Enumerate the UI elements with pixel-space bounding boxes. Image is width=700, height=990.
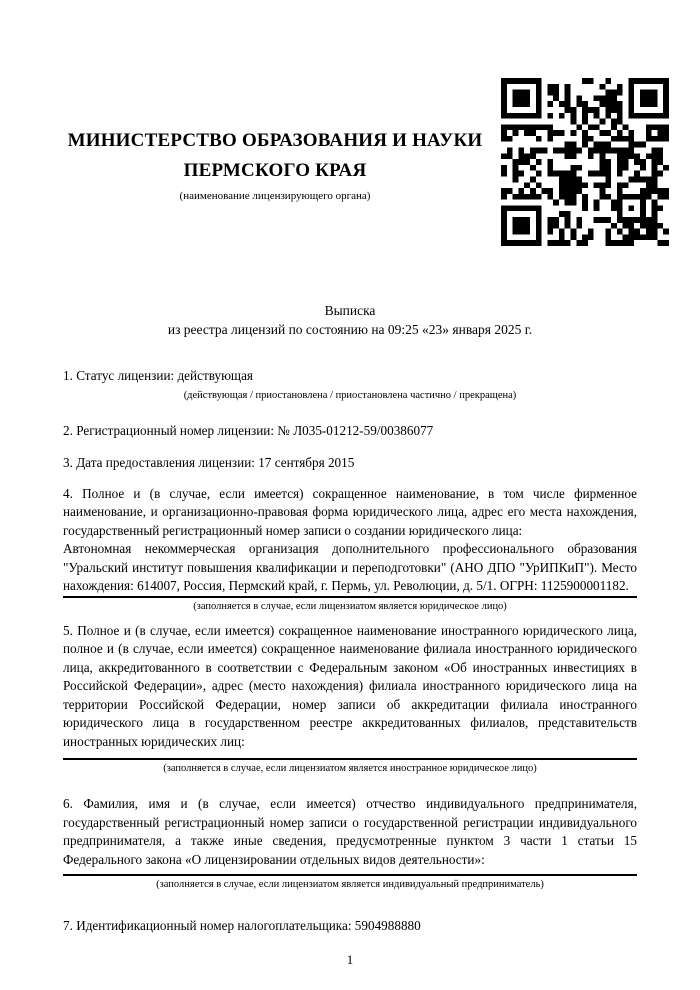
ministry-name-line2: ПЕРМСКОГО КРАЯ bbox=[183, 160, 367, 181]
entrepreneur-caption: (заполняется в случае, если лицензиатом является индивидуальный предприниматель) bbox=[156, 879, 544, 890]
foreign-entity-heading: 5. Полное и (в случае, если имеется) сокращенное наименование иностранного юридического лица, полное и (в случае, если имеется) сокращенное наименование филиала иностранного юридического лица, аккредитованного в соответствии с Федеральным законом «Об иностранных инвестициях в Российской Федерации», адрес (место нахождения) филиала иностранного юридического лица на территории Российской Федерации, номер записи об аккредитации филиала иностранного юридического лица в государственном реестре аккредитованных филиалов, представительств иностранных юридических лиц: bbox=[63, 622, 637, 749]
registration-number-line: 2. Регистрационный номер лицензии: № Л035-01212-59/00386077 bbox=[63, 422, 434, 438]
qr-code-image bbox=[501, 78, 669, 246]
ministry-name-line1: МИНИСТЕРСТВО ОБРАЗОВАНИЯ И НАУКИ bbox=[67, 130, 483, 151]
entrepreneur-heading: 6. Фамилия, имя и (в случае, если имеется) отчество индивидуального предпринимателя, государственный регистрационный номер записи о государственной регистрации индивидуального предпринимателя, а также иные сведения, предусмотренные пунктом 3 части 1 статьи 15 Федерального закона «О лицензировании отдельных видов деятельности»: bbox=[63, 796, 637, 867]
document-header bbox=[63, 126, 487, 203]
legal-entity-caption: (заполняется в случае, если лицензиатом является юридическое лицо) bbox=[193, 600, 507, 612]
ministry-name bbox=[63, 126, 487, 186]
ministry-caption: (наименование лицензирующего органа) bbox=[179, 190, 371, 202]
qr-code bbox=[501, 78, 669, 246]
document-title: Выписка bbox=[324, 303, 376, 318]
entrepreneur-underline bbox=[63, 874, 637, 876]
foreign-entity-underline bbox=[63, 758, 637, 760]
document-title-block bbox=[63, 301, 637, 339]
taxpayer-id-line: 7. Идентификационный номер налогоплательщика: 5904988880 bbox=[63, 918, 421, 933]
legal-entity-heading: 4. Полное и (в случае, если имеется) сокращенное наименование, в том числе фирменное наименование, и организационно-правовая форма юридического лица, адрес его места нахождения, государственный регистрационный номер записи о создании юридического лица: bbox=[63, 485, 637, 538]
foreign-entity-caption: (заполняется в случае, если лицензиатом является иностранное юридическое лицо) bbox=[163, 763, 537, 774]
legal-entity-underline bbox=[63, 596, 637, 598]
document-subtitle: из реестра лицензий по состоянию на 09:25 «23» января 2025 г. bbox=[167, 322, 533, 337]
page-number: 1 bbox=[346, 951, 354, 967]
license-status-caption: (действующая / приостановлена / приостановлена частично / прекращена) bbox=[183, 389, 517, 401]
legal-entity-value: Автономная некоммерческая организация дополнительного профессионального образования "Уральский институт повышения квалификации и переподготовки" (АНО ДПО "УрИПКиП"). Место нахождения: 614007, Россия, Пермский край, г. Пермь, ул. Революции, д. 5/1. ОГРН: 1125900001182. bbox=[63, 541, 637, 593]
license-date-line: 3. Дата предоставления лицензии: 17 сентября 2015 bbox=[63, 455, 355, 470]
license-status-line: 1. Статус лицензии: действующая bbox=[63, 368, 254, 383]
